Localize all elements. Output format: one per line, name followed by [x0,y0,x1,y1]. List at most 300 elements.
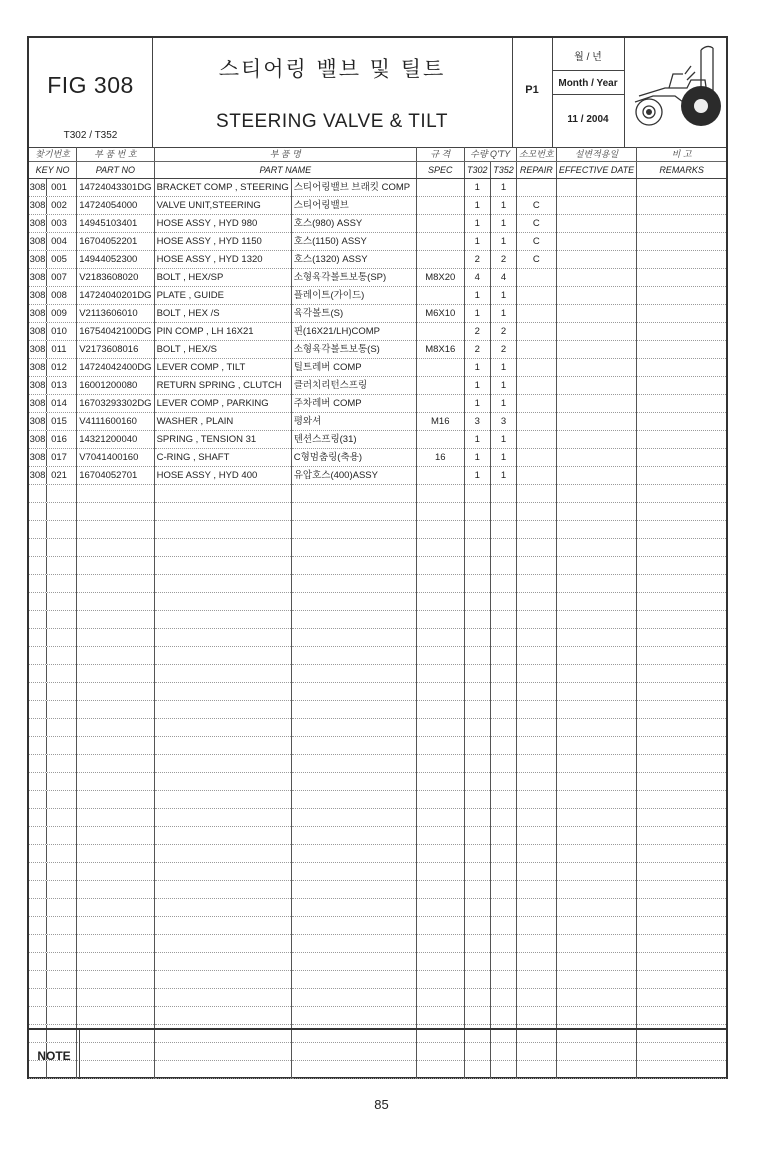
empty-cell [464,575,491,593]
empty-cell [29,809,77,827]
empty-cell [516,953,556,971]
empty-cell [291,539,416,557]
key-fig: 308 [29,452,46,463]
remarks-cell [637,179,726,197]
key-no-cell [29,431,77,449]
empty-cell [637,485,726,503]
spec-cell: M16 [417,413,465,431]
empty-cell [417,647,465,665]
empty-cell [556,953,636,971]
empty-cell [417,557,465,575]
empty-cell [291,737,416,755]
qty-t302-cell: 1 [464,431,491,449]
empty-row [29,863,726,881]
empty-cell [154,863,291,881]
parts-table [29,147,726,1079]
part-no-cell: 14724054000 [77,197,154,215]
empty-cell [77,737,154,755]
repair-cell: C [516,251,556,269]
remarks-cell [637,377,726,395]
date-value: 11 / 2004 [567,114,609,125]
part-name-ko-cell: 주차레버 COMP [291,395,416,413]
empty-cell [491,521,517,539]
empty-cell [637,737,726,755]
empty-row [29,917,726,935]
empty-cell [556,863,636,881]
empty-cell [417,791,465,809]
part-name-en-cell: VALVE UNIT,STEERING [154,197,291,215]
empty-cell [77,845,154,863]
empty-cell [464,665,491,683]
empty-cell [556,845,636,863]
qty-t352-cell: 1 [491,233,517,251]
empty-cell [464,701,491,719]
key-item: 016 [51,434,67,445]
empty-cell [516,737,556,755]
parts-table-body [29,147,726,1079]
repair-cell: C [516,233,556,251]
key-no-cell [29,341,77,359]
empty-cell [556,485,636,503]
empty-cell [491,701,517,719]
empty-cell [154,611,291,629]
table-row [29,287,726,305]
empty-cell [77,485,154,503]
qty-t352-cell: 3 [491,413,517,431]
empty-cell [556,647,636,665]
empty-cell [417,593,465,611]
empty-cell [637,593,726,611]
empty-row [29,629,726,647]
key-item: 002 [51,200,67,211]
empty-cell [417,485,465,503]
empty-cell [77,881,154,899]
empty-cell [491,719,517,737]
title-box [152,38,513,147]
empty-cell [291,629,416,647]
part-no-cell: 14321200040 [77,431,154,449]
key-no-cell [29,251,77,269]
empty-cell [291,683,416,701]
empty-cell [516,683,556,701]
empty-cell [291,899,416,917]
empty-cell [464,917,491,935]
empty-cell [637,611,726,629]
empty-cell [516,629,556,647]
table-row [29,269,726,287]
remarks-cell [637,233,726,251]
empty-cell [516,989,556,1007]
empty-cell [491,737,517,755]
empty-cell [417,701,465,719]
part-no-cell: 16001200080 [77,377,154,395]
empty-cell [637,809,726,827]
empty-cell [29,827,77,845]
title-english: STEERING VALVE & TILT [216,111,448,132]
qty-t352-cell: 1 [491,305,517,323]
empty-cell [556,665,636,683]
note-label: NOTE [37,1049,71,1063]
qty-t352-cell: 1 [491,179,517,197]
empty-cell [637,935,726,953]
figure-number: FIG 308 [47,72,134,98]
empty-cell [77,629,154,647]
empty-cell [154,881,291,899]
key-item: 014 [51,398,67,409]
repair-cell [516,179,556,197]
part-name-ko-cell: 스티어링밸브 브래킷 COMP [291,179,416,197]
part-no-cell: 14945103401 [77,215,154,233]
empty-cell [516,863,556,881]
empty-cell [637,899,726,917]
empty-cell [516,809,556,827]
effective-date-cell [556,323,636,341]
empty-cell [464,647,491,665]
effective-date-cell [556,197,636,215]
table-row [29,305,726,323]
table-row [29,413,726,431]
part-name-en-cell: BOLT , HEX/S [154,341,291,359]
empty-cell [464,719,491,737]
empty-cell [464,953,491,971]
empty-cell [77,899,154,917]
empty-row [29,539,726,557]
key-no-cell [29,359,77,377]
empty-cell [556,557,636,575]
part-name-en-cell: LEVER COMP , PARKING [154,395,291,413]
qty-t302-cell: 1 [464,467,491,485]
empty-row [29,575,726,593]
empty-cell [464,557,491,575]
empty-cell [291,827,416,845]
empty-row [29,971,726,989]
part-no-cell: 14724040201DG [77,287,154,305]
part-name-ko-cell: 호스(1320) ASSY [291,251,416,269]
empty-cell [291,845,416,863]
empty-row [29,935,726,953]
empty-cell [556,683,636,701]
empty-cell [516,971,556,989]
title-korean: 스티어링 밸브 및 틸트 [218,57,446,81]
empty-row [29,755,726,773]
qty-t352-cell: 4 [491,269,517,287]
spec-cell [417,197,465,215]
empty-cell [154,575,291,593]
key-fig: 308 [29,308,46,319]
remarks-cell [637,431,726,449]
spec-cell: M8X20 [417,269,465,287]
repair-cell [516,431,556,449]
empty-row [29,701,726,719]
spec-cell [417,215,465,233]
effective-date-cell [556,251,636,269]
part-name-ko-cell: 평와셔 [291,413,416,431]
empty-cell [29,989,77,1007]
qty-t302-cell: 1 [464,449,491,467]
empty-cell [29,845,77,863]
empty-cell [77,683,154,701]
remarks-cell [637,467,726,485]
key-fig: 308 [29,434,46,445]
empty-cell [417,719,465,737]
qty-t302-cell: 3 [464,413,491,431]
part-name-en-cell: HOSE ASSY , HYD 400 [154,467,291,485]
key-fig: 308 [29,236,46,247]
empty-cell [556,791,636,809]
empty-cell [464,989,491,1007]
table-row [29,233,726,251]
empty-cell [154,521,291,539]
empty-row [29,503,726,521]
empty-cell [29,593,77,611]
empty-row [29,557,726,575]
part-name-en-cell: C-RING , SHAFT [154,449,291,467]
empty-cell [291,611,416,629]
empty-cell [464,503,491,521]
empty-row [29,1007,726,1025]
empty-cell [464,521,491,539]
col-key-ko: 찾기번호 [29,147,77,162]
table-row [29,251,726,269]
empty-cell [464,593,491,611]
key-fig: 308 [29,470,46,481]
empty-cell [154,485,291,503]
col-repair-ko: 소모번호 [516,147,556,162]
qty-t352-cell: 1 [491,197,517,215]
empty-cell [491,881,517,899]
empty-cell [516,539,556,557]
empty-cell [556,899,636,917]
empty-cell [29,557,77,575]
empty-cell [417,1007,465,1025]
empty-cell [77,863,154,881]
empty-cell [29,881,77,899]
effective-date-cell [556,377,636,395]
empty-cell [77,575,154,593]
part-name-ko-cell: 핀(16X21/LH)COMP [291,323,416,341]
empty-cell [464,737,491,755]
effective-date-cell [556,467,636,485]
effective-date-cell [556,269,636,287]
part-name-ko-cell: 틸트레버 COMP [291,359,416,377]
empty-row [29,773,726,791]
part-name-ko-cell: 플레이트(가이드) [291,287,416,305]
key-no-cell [29,215,77,233]
empty-cell [291,989,416,1007]
empty-cell [417,971,465,989]
tractor-illustration [625,40,725,144]
empty-cell [464,935,491,953]
empty-cell [464,845,491,863]
repair-cell [516,269,556,287]
qty-t302-cell: 4 [464,269,491,287]
qty-t352-cell: 1 [491,287,517,305]
empty-row [29,647,726,665]
key-item: 017 [51,452,67,463]
empty-cell [556,593,636,611]
empty-cell [77,791,154,809]
empty-cell [77,935,154,953]
key-no-cell [29,269,77,287]
empty-row [29,593,726,611]
empty-cell [637,791,726,809]
empty-cell [637,1007,726,1025]
part-no-cell: V7041400160 [77,449,154,467]
empty-cell [29,719,77,737]
empty-row [29,899,726,917]
qty-t352-cell: 1 [491,395,517,413]
empty-cell [154,539,291,557]
empty-cell [77,647,154,665]
empty-cell [516,557,556,575]
page-code: P1 [525,84,539,96]
key-item: 003 [51,218,67,229]
part-name-ko-cell: 소형육각볼트보통(SP) [291,269,416,287]
key-fig: 308 [29,416,46,427]
empty-cell [464,611,491,629]
empty-cell [291,971,416,989]
empty-cell [491,773,517,791]
empty-row [29,521,726,539]
empty-cell [464,827,491,845]
empty-cell [556,575,636,593]
empty-cell [154,989,291,1007]
empty-cell [154,845,291,863]
empty-cell [417,665,465,683]
part-name-en-cell: BOLT , HEX /S [154,305,291,323]
empty-cell [29,701,77,719]
qty-t302-cell: 1 [464,215,491,233]
repair-cell [516,395,556,413]
empty-cell [637,953,726,971]
model-list: T302 / T352 [63,130,118,141]
qty-t352-cell: 2 [491,341,517,359]
col-key: KEY NO [29,162,77,179]
empty-cell [556,773,636,791]
key-no-cell [29,197,77,215]
empty-cell [29,503,77,521]
empty-cell [491,629,517,647]
col-partno: PART NO [77,162,154,179]
empty-row [29,683,726,701]
part-no-cell: V4111600160 [77,413,154,431]
empty-cell [154,593,291,611]
col-name-ko: 부 품 명 [154,147,416,162]
empty-cell [464,773,491,791]
empty-cell [291,647,416,665]
remarks-cell [637,251,726,269]
col-eff-ko: 설변적용일 [556,147,636,162]
date-label-english: Month / Year [558,78,618,89]
table-row [29,449,726,467]
empty-cell [491,989,517,1007]
spec-cell [417,377,465,395]
col-partno-ko: 부 품 번 호 [77,147,154,162]
empty-cell [154,1007,291,1025]
key-no-cell [29,287,77,305]
empty-cell [154,917,291,935]
parts-sheet [27,36,728,1079]
qty-t302-cell: 2 [464,251,491,269]
table-row [29,377,726,395]
empty-cell [464,755,491,773]
spec-cell [417,395,465,413]
empty-cell [556,917,636,935]
empty-cell [516,701,556,719]
empty-cell [637,503,726,521]
col-spec-ko: 규 격 [417,147,465,162]
empty-cell [291,701,416,719]
empty-cell [491,971,517,989]
part-no-cell: 16754042100DG [77,323,154,341]
empty-cell [77,521,154,539]
empty-cell [417,809,465,827]
qty-t352-cell: 1 [491,431,517,449]
part-name-en-cell: HOSE ASSY , HYD 980 [154,215,291,233]
part-name-ko-cell: C형멈춤링(축용) [291,449,416,467]
empty-row [29,791,726,809]
spec-cell: M8X16 [417,341,465,359]
remarks-cell [637,215,726,233]
empty-cell [556,989,636,1007]
repair-cell [516,287,556,305]
qty-t302-cell: 1 [464,305,491,323]
empty-cell [464,485,491,503]
repair-cell [516,305,556,323]
empty-cell [417,503,465,521]
empty-cell [29,899,77,917]
empty-cell [637,683,726,701]
empty-cell [77,917,154,935]
page-code-box [512,38,553,147]
remarks-cell [637,395,726,413]
empty-cell [154,719,291,737]
empty-cell [637,989,726,1007]
qty-t352-cell: 1 [491,377,517,395]
spec-cell [417,233,465,251]
key-fig: 308 [29,362,46,373]
empty-cell [417,683,465,701]
empty-cell [637,917,726,935]
col-remarks: REMARKS [637,162,726,179]
empty-cell [556,521,636,539]
remarks-cell [637,341,726,359]
key-fig: 308 [29,200,46,211]
empty-cell [491,647,517,665]
empty-cell [154,737,291,755]
empty-cell [491,503,517,521]
empty-cell [77,611,154,629]
effective-date-cell [556,395,636,413]
empty-cell [154,503,291,521]
empty-cell [417,737,465,755]
empty-cell [29,755,77,773]
empty-cell [154,971,291,989]
empty-cell [417,575,465,593]
repair-cell [516,449,556,467]
empty-cell [491,863,517,881]
qty-t302-cell: 1 [464,395,491,413]
empty-cell [417,755,465,773]
empty-cell [637,719,726,737]
repair-cell: C [516,197,556,215]
empty-cell [29,485,77,503]
key-item: 010 [51,326,67,337]
empty-row [29,611,726,629]
empty-cell [291,809,416,827]
empty-cell [637,647,726,665]
empty-cell [29,683,77,701]
